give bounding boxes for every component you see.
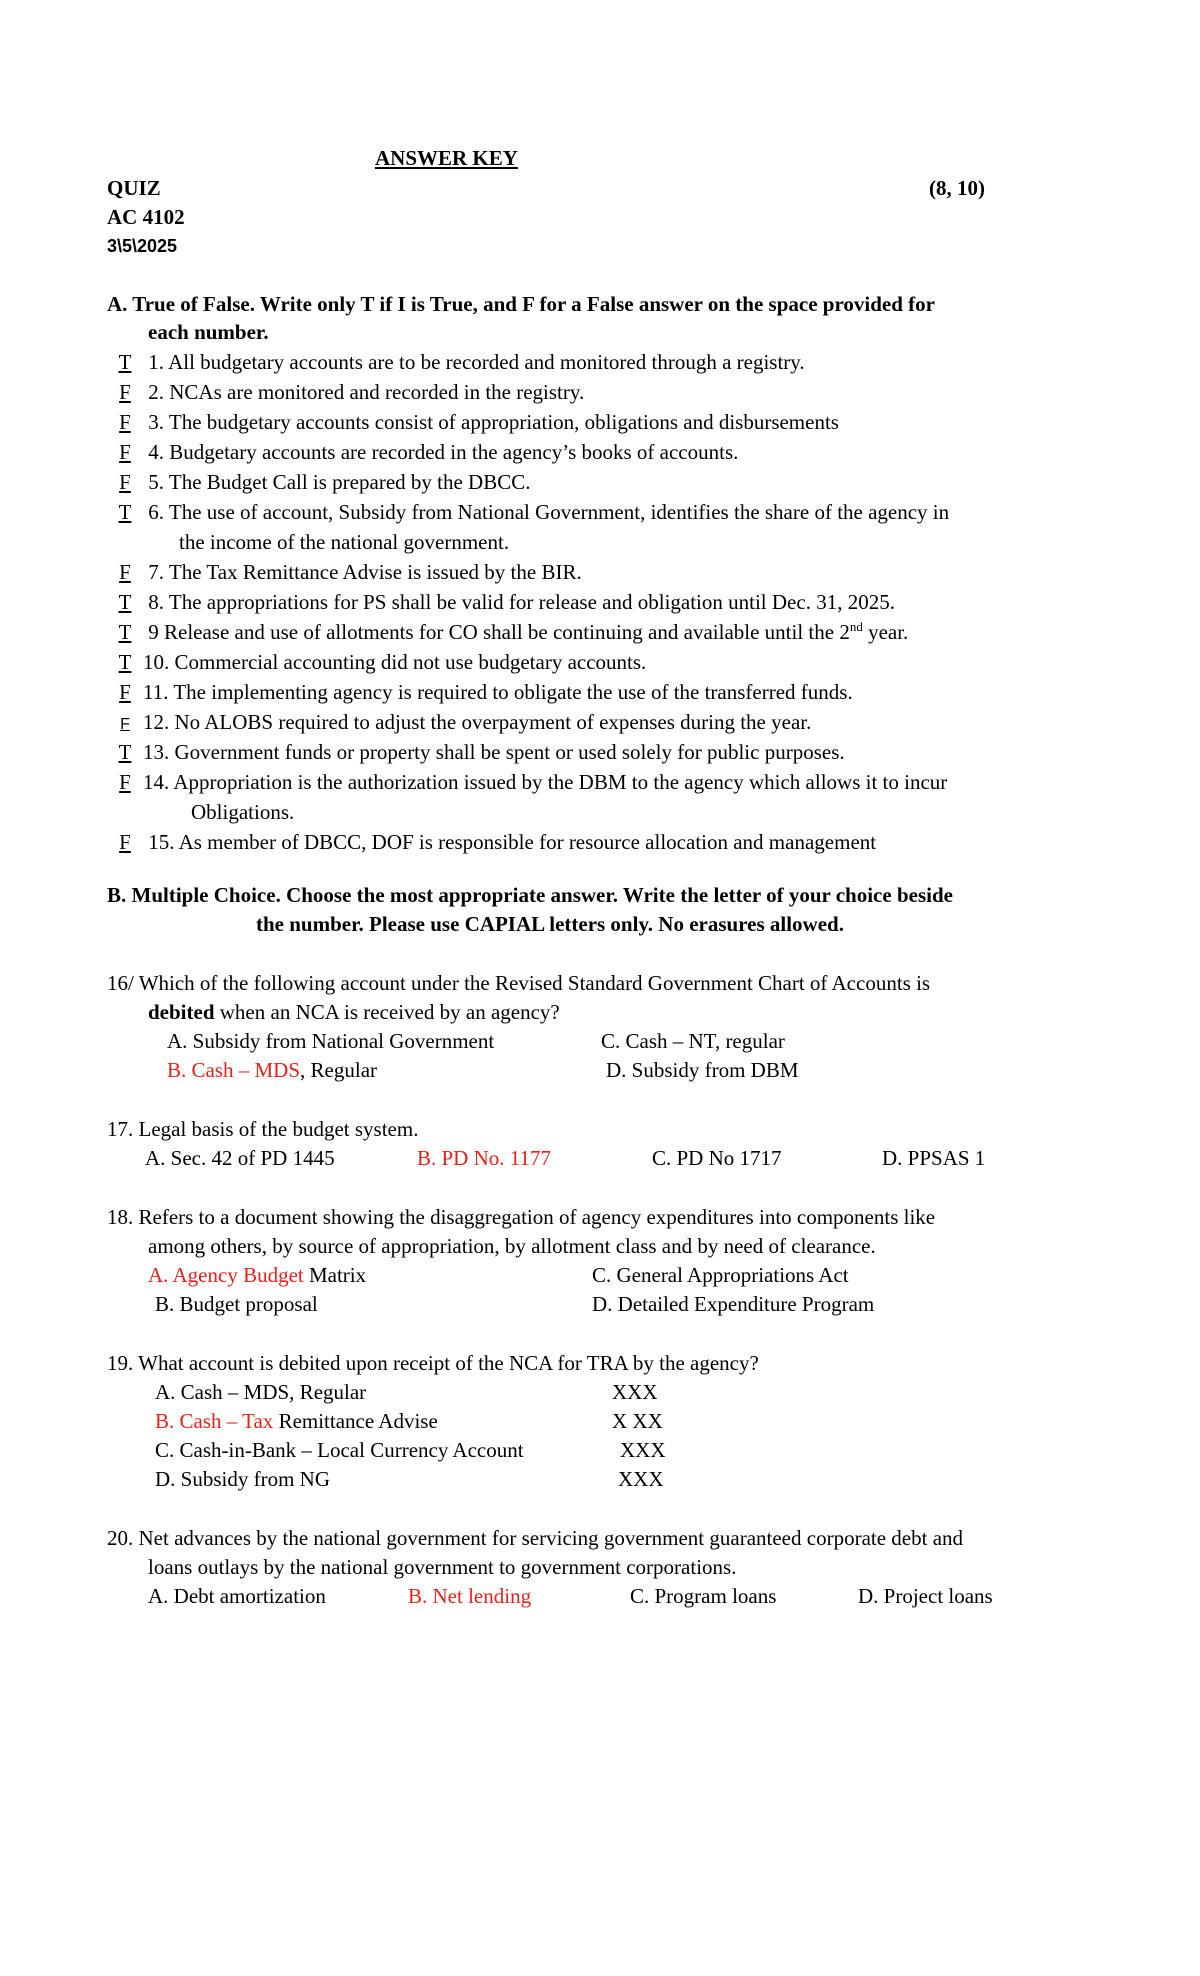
- option-b-amount: X XX: [612, 1409, 663, 1433]
- item-text: 13. Government funds or property shall be spent or used solely for public purposes.: [143, 740, 845, 764]
- option-b-correct: B. PD No. 1177: [417, 1146, 551, 1170]
- list-item: [107, 557, 949, 587]
- item-text: 12. No ALOBS required to adjust the overpayment of expenses during the year.: [143, 710, 812, 734]
- list-item: [107, 497, 949, 527]
- question-16-stem-cont: [148, 1000, 560, 1025]
- option-d: D. Subsidy from NG: [155, 1467, 331, 1491]
- item-text: 14. Appropriation is the authorization issued by the DBM to the agency which allows it to incur: [143, 770, 948, 794]
- question-20-stem: 20. Net advances by the national government for servicing government guaranteed corporate debt and: [107, 1526, 964, 1550]
- part-a-heading-cont: each number.: [148, 320, 269, 344]
- option-c: C. PD No 1717: [652, 1146, 782, 1170]
- part-b-heading: B. Multiple Choice. Choose the most appropriate answer. Write the letter of your choice beside: [107, 883, 953, 907]
- emphasis: debited: [148, 1000, 215, 1024]
- item-text: 9 Release and use of allotments for CO shall be continuing and available until the 2: [148, 620, 850, 644]
- item-text-cont: Obligations.: [191, 800, 295, 824]
- item-text: 5. The Budget Call is prepared by the DBCC.: [148, 470, 531, 494]
- option-d-amount: XXX: [618, 1467, 664, 1491]
- answer-blank: F: [119, 560, 131, 584]
- option-a-correct: [148, 1263, 366, 1288]
- item-text: 11. The implementing agency is required to obligate the use of the transferred funds.: [143, 680, 853, 704]
- list-item: [107, 767, 949, 797]
- item-text: 8. The appropriations for PS shall be valid for release and obligation until Dec. 31, 2025.: [148, 590, 895, 614]
- question-16-stem: 16/ Which of the following account under the Revised Standard Government Chart of Accounts is: [107, 971, 931, 995]
- answer-blank: T: [118, 350, 132, 374]
- list-item: [107, 467, 949, 497]
- list-item: [107, 677, 949, 707]
- list-item: [107, 827, 949, 857]
- item-text: 6. The use of account, Subsidy from National Government, identifies the share of the agency in: [148, 500, 950, 524]
- quiz-label: QUIZ: [107, 176, 161, 200]
- superscript: nd: [849, 619, 863, 634]
- item-text-cont: the income of the national government.: [179, 530, 510, 554]
- option-b-correct: [167, 1058, 377, 1083]
- item-text: 3. The budgetary accounts consist of appropriation, obligations and disbursements: [148, 410, 839, 434]
- item-text: 10. Commercial accounting did not use budgetary accounts.: [143, 650, 647, 674]
- item-text: 2. NCAs are monitored and recorded in the registry.: [148, 380, 585, 404]
- option-c: C. Cash-in-Bank – Local Currency Account: [155, 1438, 524, 1462]
- answer-blank: F: [119, 410, 131, 434]
- correct-answer: A. Agency Budget: [148, 1263, 304, 1287]
- option-d: D. PPSAS 1: [882, 1146, 986, 1170]
- list-item: [107, 407, 949, 437]
- answer-blank: F: [119, 830, 131, 854]
- true-false-list: [107, 347, 949, 857]
- answer-blank: F: [119, 380, 131, 404]
- answer-blank: F: [119, 440, 131, 464]
- answer-blank: T: [118, 500, 132, 524]
- part-a-heading: A. True of False. Write only T if I is True, and F for a False answer on the space provided for: [107, 292, 935, 316]
- option-b: B. Budget proposal: [155, 1292, 318, 1316]
- option-c: C. Cash – NT, regular: [601, 1029, 785, 1053]
- score-label: (8, 10): [929, 176, 985, 200]
- item-text: 4. Budgetary accounts are recorded in the agency’s books of accounts.: [148, 440, 739, 464]
- answer-blank: F: [119, 470, 131, 494]
- list-item: [107, 437, 949, 467]
- answer-blank: T: [118, 620, 132, 644]
- list-item: [107, 737, 949, 767]
- answer-blank: T: [118, 650, 132, 674]
- list-item: [107, 707, 949, 737]
- option-d: D. Project loans: [858, 1584, 993, 1608]
- answer-blank: T: [118, 740, 132, 764]
- list-item: [107, 347, 949, 377]
- page-title: ANSWER KEY: [375, 146, 518, 170]
- option-a: A. Cash – MDS, Regular: [155, 1380, 367, 1404]
- correct-answer: B. Cash – Tax: [155, 1409, 274, 1433]
- option-a-amount: XXX: [612, 1380, 658, 1404]
- option-c: C. General Appropriations Act: [592, 1263, 849, 1287]
- item-text: 1. All budgetary accounts are to be recorded and monitored through a registry.: [148, 350, 805, 374]
- option-a: A. Subsidy from National Government: [167, 1029, 495, 1053]
- option-c-amount: XXX: [620, 1438, 666, 1462]
- list-item: [107, 587, 949, 617]
- question-18-stem: 18. Refers to a document showing the disaggregation of agency expenditures into components like: [107, 1205, 936, 1229]
- item-text-tail: year.: [862, 620, 909, 644]
- question-18-stem-cont: among others, by source of appropriation, by allotment class and by need of clearance.: [148, 1234, 876, 1258]
- option-b-correct: B. Net lending: [408, 1584, 532, 1608]
- answer-blank: F: [120, 716, 130, 733]
- list-item: [107, 647, 949, 677]
- quiz-date: 3\5\2025: [107, 236, 178, 256]
- item-text: 15. As member of DBCC, DOF is responsible for resource allocation and management: [148, 830, 877, 854]
- list-item: [107, 617, 949, 647]
- option-d: D. Detailed Expenditure Program: [592, 1292, 875, 1316]
- option-b-correct: [155, 1409, 438, 1434]
- option-a: A. Sec. 42 of PD 1445: [145, 1146, 335, 1170]
- answer-blank: F: [119, 770, 131, 794]
- option-text: , Regular: [300, 1058, 378, 1082]
- list-item: [107, 377, 949, 407]
- course-code: AC 4102: [107, 205, 185, 229]
- question-17-stem: 17. Legal basis of the budget system.: [107, 1117, 419, 1141]
- part-b-heading-cont: the number. Please use CAPIAL letters only. No erasures allowed.: [256, 912, 844, 936]
- question-20-stem-cont: loans outlays by the national government to government corporations.: [148, 1555, 737, 1579]
- option-a: A. Debt amortization: [148, 1584, 326, 1608]
- answer-blank: T: [118, 590, 132, 614]
- stem-text: when an NCA is received by an agency?: [214, 1000, 560, 1024]
- question-19-stem: 19. What account is debited upon receipt of the NCA for TRA by the agency?: [107, 1351, 759, 1375]
- option-d: D. Subsidy from DBM: [606, 1058, 799, 1082]
- option-c: C. Program loans: [630, 1584, 777, 1608]
- answer-blank: F: [119, 680, 131, 704]
- option-text: Remittance Advise: [273, 1409, 438, 1433]
- correct-answer: B. Cash – MDS: [167, 1058, 301, 1082]
- item-text: 7. The Tax Remittance Advise is issued by the BIR.: [148, 560, 582, 584]
- option-text: Matrix: [303, 1263, 367, 1287]
